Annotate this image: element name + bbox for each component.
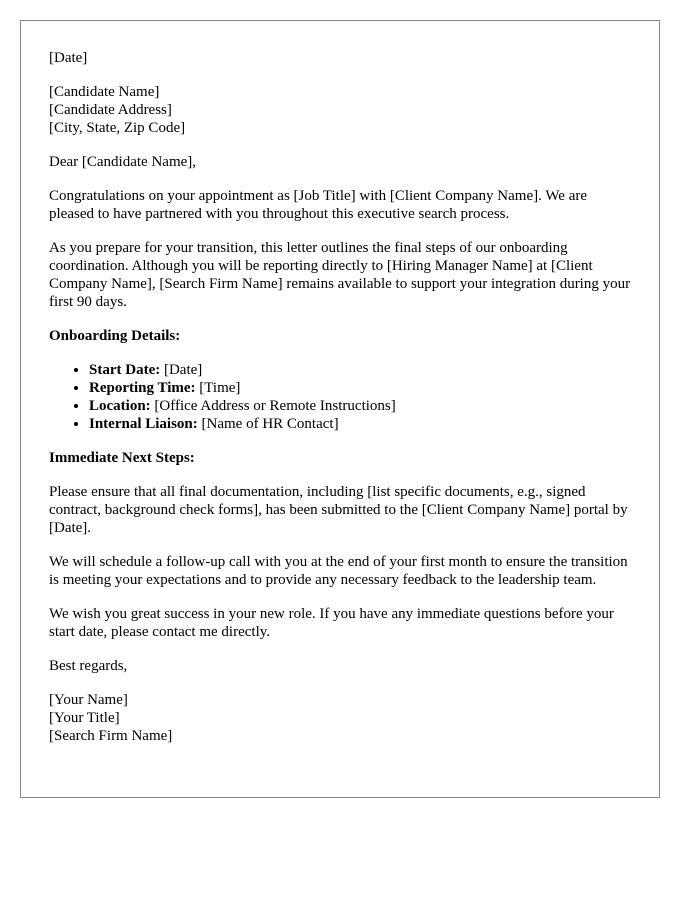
detail-internal-liaison [89,415,631,433]
detail-value: [Office Address or Remote Instructions] [150,398,396,414]
onboarding-heading: Onboarding Details: [49,328,181,344]
closing: Best regards, [49,658,128,674]
recipient-address: [Candidate Address] [49,102,172,118]
detail-label: Internal Liaison: [89,416,198,432]
paragraph-follow-up: We will schedule a follow-up call with you at the end of your first month to ensure the transition is meeting your expectations and to provide any necessary feedback to the leadership team. [49,554,628,588]
salutation: Dear [Candidate Name], [49,154,197,170]
paragraph-congratulations: Congratulations on your appointment as [Job Title] with [Client Company Name]. We are pleased to have partnered with you throughout this executive search process. [49,188,588,222]
signature-firm: [Search Firm Name] [49,728,173,744]
detail-location [89,397,631,415]
recipient-block [49,83,631,137]
recipient-name: [Candidate Name] [49,84,160,100]
detail-value: [Date] [160,362,203,378]
recipient-city-line: [City, State, Zip Code] [49,120,186,136]
signature-title: [Your Title] [49,710,120,726]
next-steps-heading: Immediate Next Steps: [49,450,195,466]
paragraph-documentation: Please ensure that all final documentation, including [list specific documents, e.g., signed contract, background check forms], has been submitted to the [Client Company Name] portal by [Date]. [49,484,628,536]
detail-label: Location: [89,398,151,414]
detail-label: Reporting Time: [89,380,196,396]
detail-reporting-time [89,379,631,397]
paragraph-transition: As you prepare for your transition, this letter outlines the final steps of our onboarding coordination. Although you will be reporting directly to [Hiring Manager Name] at [Client Company Name], [Search Firm Name] remains available to support your integration during your first 90 days. [49,240,631,310]
signature-block [49,691,631,745]
detail-value: [Name of HR Contact] [197,416,339,432]
detail-label: Start Date: [89,362,161,378]
letter-date: [Date] [49,50,88,66]
paragraph-well-wishes: We wish you great success in your new role. If you have any immediate questions before your start date, please contact me directly. [49,606,614,640]
signature-name: [Your Name] [49,692,128,708]
letter-page [20,20,660,798]
detail-start-date [89,361,631,379]
onboarding-details-list [49,361,631,433]
detail-value: [Time] [195,380,241,396]
